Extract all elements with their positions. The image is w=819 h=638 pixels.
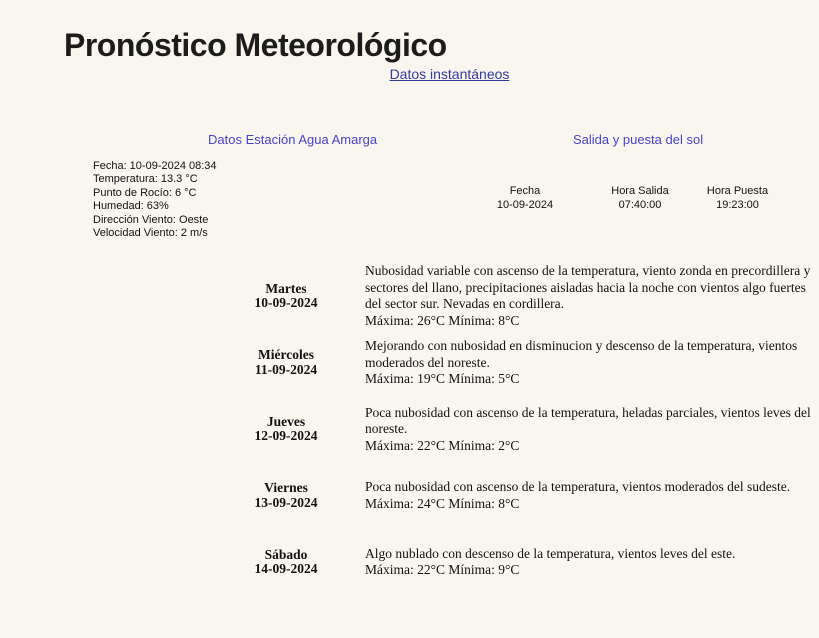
forecast-day-label xyxy=(226,548,346,577)
forecast-list xyxy=(226,263,818,596)
forecast-row-viernes xyxy=(226,463,818,530)
forecast-temps-text: Máxima: 22°C Mínima: 2°C xyxy=(365,437,520,453)
forecast-temps-text: Máxima: 19°C Mínima: 5°C xyxy=(365,371,520,386)
station-dewpoint-line: Punto de Rocío: 6 °C xyxy=(93,186,197,199)
forecast-temps-text: Máxima: 24°C Mínima: 8°C xyxy=(365,495,520,511)
forecast-description-text: Poca nubosidad con ascenso de la temperatura, vientos moderados del sudeste. xyxy=(365,479,791,495)
forecast-description-cell xyxy=(365,405,812,455)
instant-data-link[interactable]: Datos instantáneos xyxy=(389,66,510,82)
forecast-description-text: Algo nublado con descenso de la temperatura, vientos leves del este. xyxy=(365,545,736,561)
forecast-description-cell xyxy=(365,263,812,329)
forecast-day-date: 14-09-2024 xyxy=(254,561,318,577)
forecast-day-date: 11-09-2024 xyxy=(254,361,318,377)
forecast-day-label xyxy=(226,282,346,311)
forecast-day-name: Viernes xyxy=(264,480,308,496)
forecast-row-jueves xyxy=(226,396,818,463)
forecast-description-text: Mejorando con nubosidad en disminucion y descenso de la temperatura, vientos moderados del noreste. xyxy=(365,338,798,370)
forecast-day-label xyxy=(226,481,346,510)
instant-data-link-container xyxy=(80,66,819,84)
station-temperature-line: Temperatura: 13.3 °C xyxy=(93,173,198,186)
station-date-line: Fecha: 10-09-2024 08:34 xyxy=(93,160,217,172)
sun-table-col-salida xyxy=(580,184,700,212)
sun-table-col-fecha xyxy=(470,184,580,212)
sun-col-value: 19:23:00 xyxy=(716,199,759,211)
forecast-row-martes xyxy=(226,263,818,330)
station-wind-speed-line: Velocidad Viento: 2 m/s xyxy=(93,227,208,240)
forecast-description-cell xyxy=(365,338,812,388)
station-wind-direction-line: Dirección Viento: Oeste xyxy=(93,213,209,226)
sun-col-header: Hora Puesta xyxy=(706,185,769,197)
forecast-description-cell xyxy=(365,546,812,579)
forecast-day-name: Jueves xyxy=(266,413,306,429)
forecast-day-name: Martes xyxy=(265,280,307,296)
forecast-day-date: 12-09-2024 xyxy=(254,428,318,444)
forecast-day-date: 10-09-2024 xyxy=(254,295,318,311)
forecast-description-cell xyxy=(365,479,812,512)
forecast-day-label xyxy=(226,415,346,444)
forecast-row-miercoles xyxy=(226,330,818,397)
forecast-row-sabado xyxy=(226,529,818,596)
forecast-description-text: Poca nubosidad con ascenso de la temperatura, heladas parciales, vientos leves del noreste. xyxy=(365,404,811,436)
sun-section-header: Salida y puesta del sol xyxy=(573,132,704,147)
station-data-block xyxy=(93,160,217,240)
forecast-day-date: 13-09-2024 xyxy=(254,494,318,510)
forecast-day-label xyxy=(226,348,346,377)
forecast-temps-text: Máxima: 22°C Mínima: 9°C xyxy=(365,562,520,578)
forecast-temps-text: Máxima: 26°C Mínima: 8°C xyxy=(365,312,520,328)
forecast-day-name: Sábado xyxy=(264,546,308,562)
sun-col-value: 07:40:00 xyxy=(618,199,662,211)
forecast-day-name: Miércoles xyxy=(258,347,314,363)
station-section-header: Datos Estación Agua Amarga xyxy=(208,132,378,147)
sun-col-header: Hora Salida xyxy=(611,185,669,197)
sun-table xyxy=(470,184,775,212)
sun-col-value: 10-09-2024 xyxy=(496,199,554,211)
forecast-description-text: Nubosidad variable con ascenso de la temperatura, viento zonda en precordillera y sectores del llano, precipitaciones aisladas hacia la noche con vientos algo fuertes del sector sur. Nevadas en cordillera. xyxy=(365,263,811,312)
station-humidity-line: Humedad: 63% xyxy=(93,200,169,213)
sun-col-header: Fecha xyxy=(509,185,541,197)
sun-table-col-puesta xyxy=(700,184,775,212)
page-title: Pronóstico Meteorológico xyxy=(64,27,447,64)
